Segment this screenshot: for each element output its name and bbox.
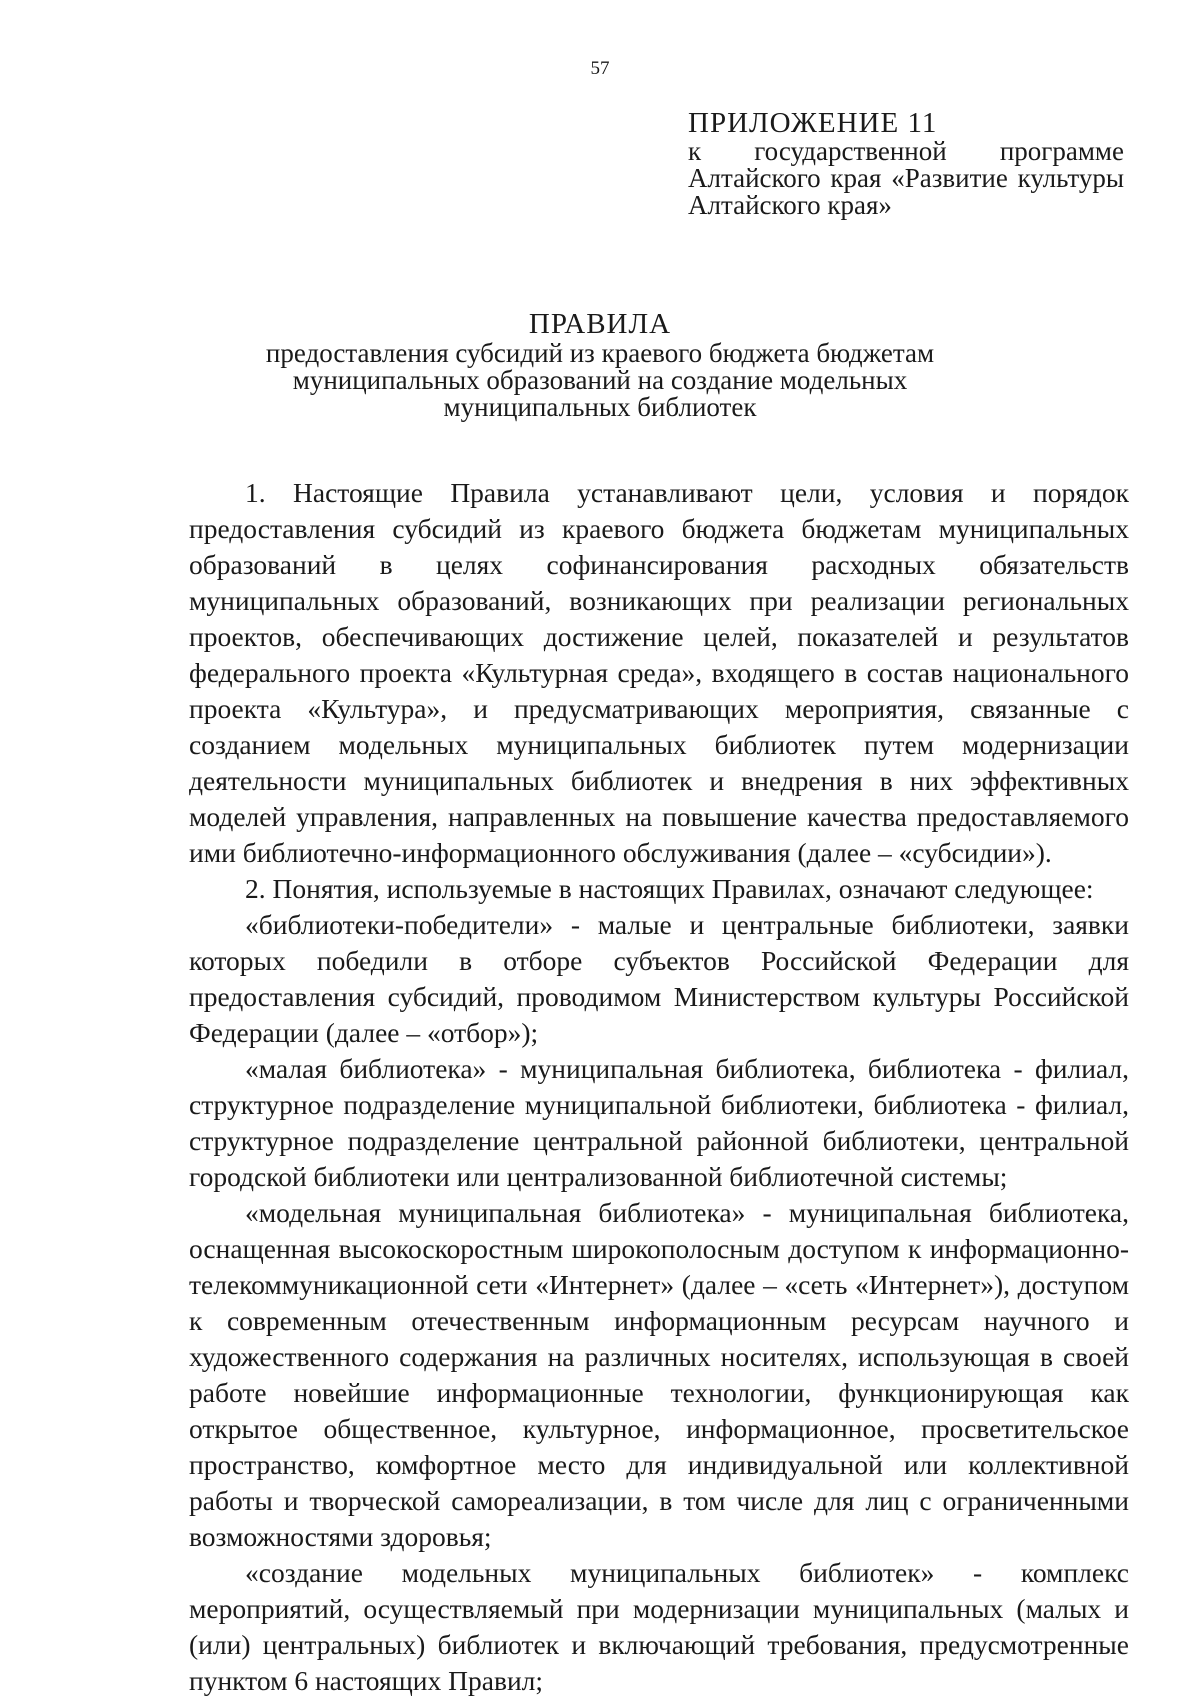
rules-subtitle: предоставления субсидий из краевого бюджета бюджетам муниципальных образований на создание модельных муниципальных библиотек [265,338,935,422]
definition-small-library: «малая библиотека» - муниципальная библиотека, библиотека - филиал, структурное подразделение муниципальной библиотеки, библиотека - филиал, структурное подразделение центральной районной библиотеки, центральной городской библиотеки или централизованной библиотечной системы; [189,1053,1129,1192]
paragraph-2: 2. Понятия, используемые в настоящих Правилах, означают следующее: [245,873,1094,904]
definition-creation-model-libraries: «создание модельных муниципальных библиотек» - комплекс мероприятий, осуществляемый при модернизации муниципальных (малых и (или) центральных) библиотек и включающий требования, предусмотренные пунктом 6 настоящих Правил; [189,1557,1129,1696]
rules-header [0,308,1200,421]
appendix-block [688,108,1124,219]
definition-winning-libraries: «библиотеки-победители» - малые и центральные библиотеки, заявки которых победили в отборе субъектов Российской Федерации для предоставления субсидий, проводимом Министерством культуры Российской Федерации (далее – «отбор»); [189,909,1129,1048]
appendix-title: ПРИЛОЖЕНИЕ 11 [688,107,938,139]
document-body [189,475,1129,1699]
page-number: 57 [590,58,610,79]
definition-model-library: «модельная муниципальная библиотека» - муниципальная библиотека, оснащенная высокоскоростным широкополосным доступом к информационно-телекоммуникационной сети «Интернет» (далее – «сеть «Интернет»), доступом к современным отечественным информационным ресурсам научного и художественного содержания на различных носителях, использующая в своей работе новейшие информационные технологии, функционирующая как открытое общественное, культурное, информационное, просветительское пространство, комфортное место для индивидуальной или коллективной работы и творческой самореализации, в том числе для лиц с ограниченными возможностями здоровья; [189,1197,1129,1552]
rules-title: ПРАВИЛА [528,308,672,340]
paragraph-1: 1. Настоящие Правила устанавливают цели, условия и порядок предоставления субсидий из краевого бюджета бюджетам муниципальных образований в целях софинансирования расходных обязательств муниципальных образований, возникающих при реализации региональных проектов, обеспечивающих достижение целей, показателей и результатов федерального проекта «Культурная среда», входящего в состав национального проекта «Культура», и предусматривающих мероприятия, связанные с созданием модельных муниципальных библиотек путем модернизации деятельности муниципальных библиотек и внедрения в них эффективных моделей управления, направленных на повышение качества предоставляемого ими библиотечно-информационного обслуживания (далее – «субсидии»). [189,477,1129,868]
appendix-text: к государственной программе Алтайского края «Развитие культуры Алтайского края» [688,136,1124,220]
